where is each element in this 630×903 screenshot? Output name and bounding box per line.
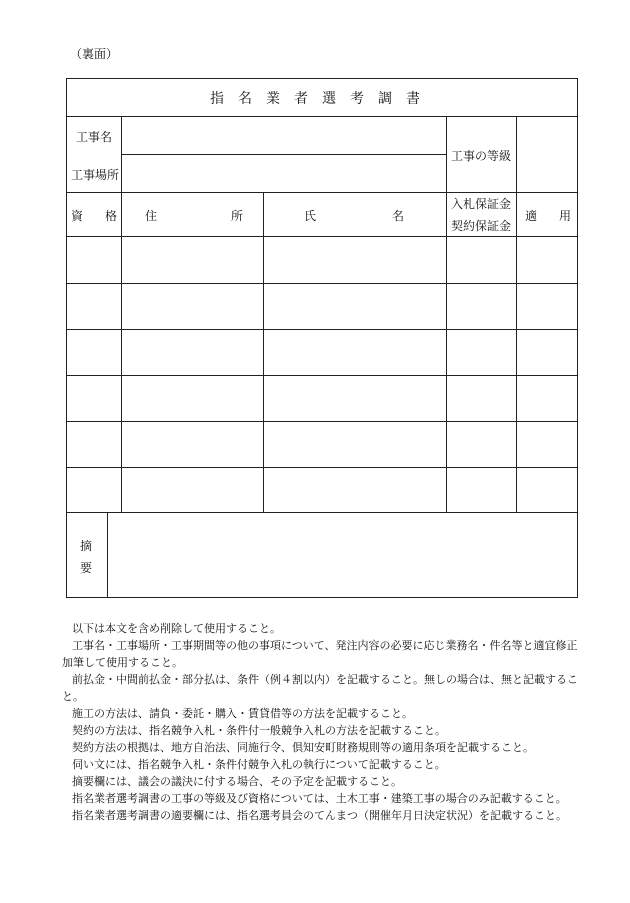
rule [67,421,577,422]
usage-notes [62,620,582,824]
form-title: 指名業者選考調書 [210,90,434,107]
address-header-char: 住 [145,209,158,223]
grade-label: 工事の等級 [451,149,512,163]
bid-bond-header: 入札保証金 [451,197,512,211]
rule [121,154,446,155]
rule [121,116,122,512]
construction-name-label: 工事名 [76,130,113,144]
rule [67,375,577,376]
note-line: 契約方法の根拠は、地方自治法、同施行令、倶知安町財務規則等の適用条項を記載すること。 [72,741,534,754]
name-header-char: 名 [391,209,404,223]
note-line: 摘要欄には、議会の議決に付する場合、その予定を記載すること。 [72,775,402,788]
rule [263,192,264,512]
rule [446,116,447,512]
note-line: 契約の方法は、指名競争入札・条件付一般競争入札の方法を記載すること。 [72,724,446,737]
rule [67,512,577,513]
remarks-label-top: 摘 [80,539,93,553]
selection-form-table [66,78,578,598]
note-line: 指名業者選考調書の適要欄には、指名選考員会のてんまつ（開催年月日決定状況）を記載すること。 [72,809,567,822]
contract-bond-header: 契約保証金 [451,219,512,233]
note-line: 工事名・工事場所・工事期間等の他の事項について、発注内容の必要に応じ業務名・件名等と適宜修正加筆して使用すること。 [62,639,578,669]
apply-header [525,207,571,224]
rule [67,116,577,117]
apply-header-char: 適 [525,209,538,223]
rule [67,192,577,193]
qualification-header [71,207,117,224]
note-line: 前払金・中間前払金・部分払は、条件（例４割以内）を記載すること。無しの場合は、無と記載すること。 [62,673,578,703]
rule [516,116,517,512]
rule [107,512,108,598]
note-line: 以下は本文を含め削除して使用すること。 [72,622,281,635]
rule [67,283,577,284]
rule [67,329,577,330]
name-header-char: 氏 [304,209,317,223]
remarks-label-bottom: 要 [80,561,93,575]
page-side-label: （裏面） [70,47,119,61]
construction-place-label: 工事場所 [71,168,120,182]
qualification-header-char: 資 [71,209,84,223]
rule [67,236,577,237]
address-header-char: 所 [230,209,243,223]
qualification-header-char: 格 [104,209,117,223]
name-header [304,207,404,224]
note-line: 指名業者選考調書の工事の等級及び資格については、土木工事・建築工事の場合のみ記載すること。 [72,792,567,805]
address-header [145,207,243,224]
note-line: 施工の方法は、請負・委託・購入・賃貸借等の方法を記載すること。 [72,707,413,720]
rule [67,467,577,468]
note-line: 伺い文には、指名競争入札・条件付競争入札の執行について記載すること。 [72,758,446,771]
apply-header-char: 用 [558,209,571,223]
